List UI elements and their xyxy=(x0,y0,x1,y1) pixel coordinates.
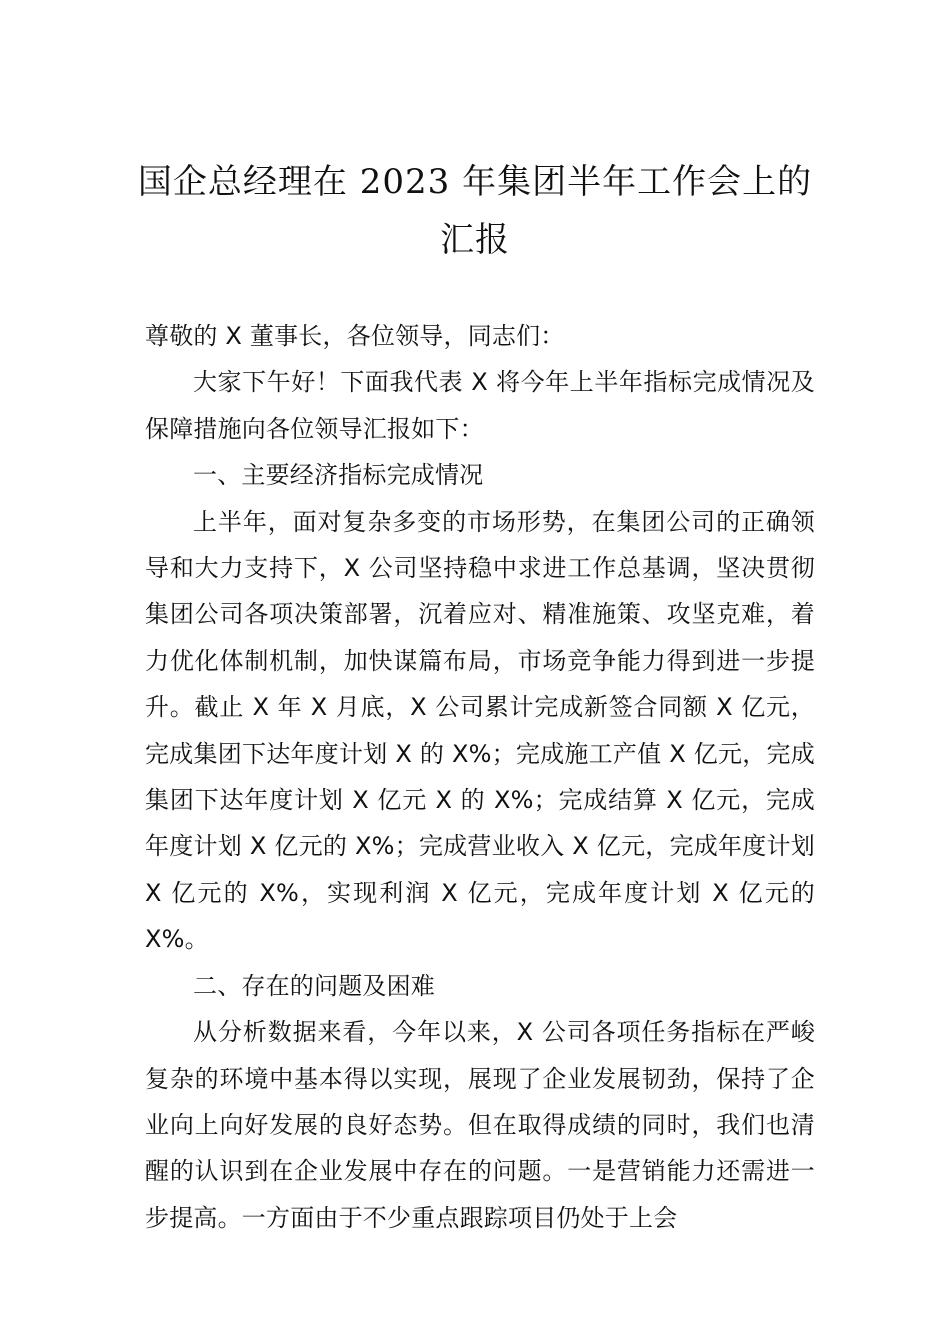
opening-paragraph: 大家下午好！下面我代表 X 将今年上半年指标完成情况及保障措施向各位领导汇报如下： xyxy=(145,368,815,443)
title-line-2: 汇报 xyxy=(440,220,510,260)
indicator-paragraph: 上半年，面对复杂多变的市场形势，在集团公司的正确领导和大力支持下，X 公司坚持稳中求进工作总基调，坚决贯彻集团公司各项决策部署，沉着应对、精准施策、攻坚克难，着力优化体制机制，加快谋篇布局，市场竞争能力得到进一步提升。截止 X 年 X 月底，X 公司累计完成新签合同额 X 亿元，完成集团下达年度计划 X 的 X%；完成施工产值 X 亿元，完成集团下达年度计划 X 亿元 X 的 X%；完成结算 X 亿元，完成年度计划 X 亿元的 X%；完成营业收入 X 亿元，完成年度计划 X 亿元的 X%，实现利润 X 亿元，完成年度计划 X 亿元的 X%。 xyxy=(145,507,815,954)
salutation: 尊敬的 X 董事长，各位领导，同志们： xyxy=(145,322,565,350)
problems-paragraph: 从分析数据来看，今年以来，X 公司各项任务指标在严峻复杂的环境中基本得以实现，展现了企业发展韧劲，保持了企业向上向好发展的良好态势。但在取得成绩的同时，我们也清醒的认识到在企业发展中存在的问题。一是营销能力还需进一步提高。一方面由于不少重点跟踪项目仍处于上会 xyxy=(145,1018,815,1232)
section-heading-1: 一、主要经济指标完成情况 xyxy=(193,461,484,490)
title-line-1: 国企总经理在 2023 年集团半年工作会上的 xyxy=(137,162,813,202)
document-body xyxy=(145,313,815,1241)
document-title xyxy=(100,153,850,269)
section-heading-2: 二、存在的问题及困难 xyxy=(193,971,435,1000)
